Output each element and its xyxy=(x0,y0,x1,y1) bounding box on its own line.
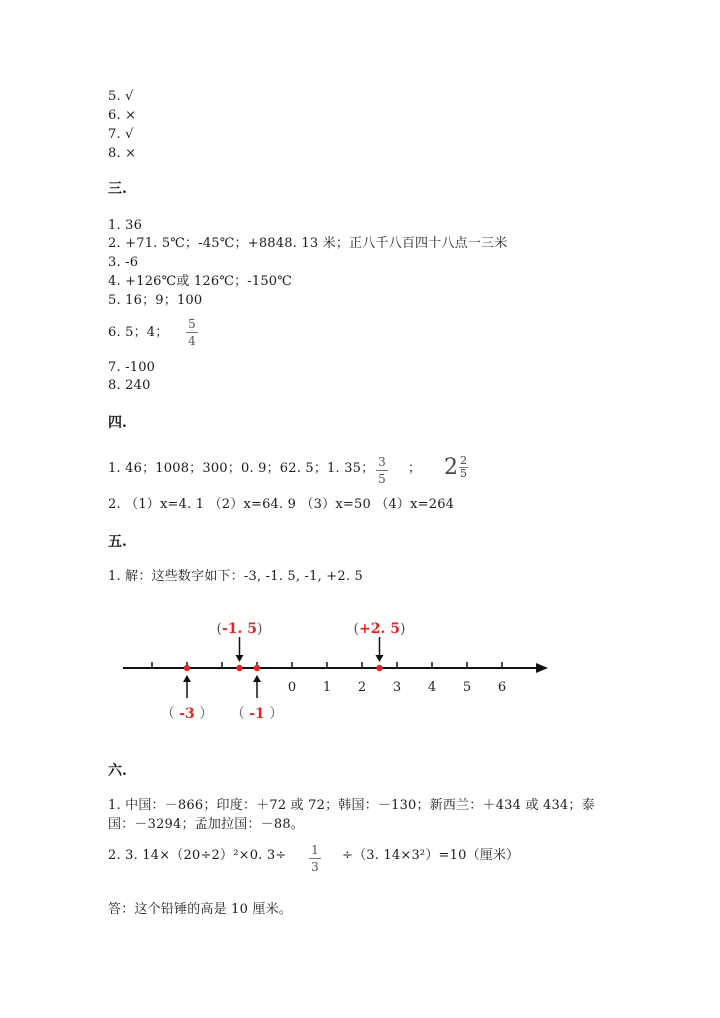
answer-item: 1. 解：这些数字如下：-3, -1. 5, -1, +2. 5 xyxy=(108,569,363,584)
fraction xyxy=(376,455,388,486)
answer-item: 8. × xyxy=(108,146,137,161)
fraction-bar xyxy=(309,858,321,859)
arrow-head xyxy=(236,655,244,662)
point-marker xyxy=(236,665,242,671)
answer-item-continued: 国：－3294；孟加拉国：－88。 xyxy=(108,817,305,832)
fraction xyxy=(309,843,321,874)
point-marker xyxy=(254,665,260,671)
point-label: （ -1 ） xyxy=(230,706,284,722)
answer-item: 7. -100 xyxy=(108,360,156,375)
fraction-numerator: 3 xyxy=(378,455,386,469)
fraction xyxy=(186,317,198,348)
answer-item: 1. 36 xyxy=(108,218,143,233)
fraction-bar xyxy=(186,332,198,333)
answer-item-continued: ÷（3. 14×3²）=10（厘米） xyxy=(342,848,520,863)
point-label: (-1. 5) xyxy=(216,621,263,637)
tick-label: 1 xyxy=(322,680,332,695)
fraction-bar xyxy=(376,470,388,471)
mixed-whole: 2 xyxy=(444,454,458,480)
point-marker xyxy=(376,665,382,671)
answer-item: 1. 中国：－866；印度：＋72 或 72；韩国：－130；新西兰：＋434 或 434；泰 xyxy=(108,798,595,813)
answer-item: 4. +126℃或 126℃；-150℃ xyxy=(108,274,293,289)
answer-item: 6. × xyxy=(108,108,137,123)
answer-item: 2. 3. 14×（20÷2）²×0. 3÷ xyxy=(108,848,287,863)
fraction-denominator: 4 xyxy=(188,334,196,348)
axis-arrow-icon xyxy=(536,663,548,673)
fraction-numerator: 2 xyxy=(460,454,467,467)
section-heading-3: 三. xyxy=(108,181,127,197)
tick-label: 4 xyxy=(427,680,437,695)
tick-label: 0 xyxy=(287,680,297,695)
arrow-head xyxy=(253,675,261,682)
tick-label: 5 xyxy=(462,680,472,695)
answer-item: 7. √ xyxy=(108,127,134,142)
answer-item: 6. 5；4； xyxy=(108,325,169,340)
point-label: (+2. 5) xyxy=(353,621,406,637)
arrow-head xyxy=(376,655,384,662)
section-heading-6: 六. xyxy=(108,763,127,779)
arrow-head xyxy=(183,675,191,682)
fraction-denominator: 5 xyxy=(378,472,386,486)
answer-item: 5. √ xyxy=(108,89,134,104)
number-line xyxy=(115,615,565,725)
fraction-numerator: 5 xyxy=(188,317,196,331)
fraction-denominator: 5 xyxy=(460,467,467,480)
answer-sentence: 答：这个铅锤的高是 10 厘米。 xyxy=(108,902,293,917)
tick-label: 3 xyxy=(392,680,402,695)
mixed-number xyxy=(444,455,468,480)
tick-label: 2 xyxy=(357,680,367,695)
section-heading-4: 四. xyxy=(108,415,127,431)
tick-label: 6 xyxy=(497,680,507,695)
answer-item: 3. -6 xyxy=(108,255,139,270)
answer-item: 8. 240 xyxy=(108,378,151,393)
answer-item: 5. 16；9；100 xyxy=(108,293,203,308)
section-heading-5: 五. xyxy=(108,534,127,550)
fraction-denominator: 3 xyxy=(311,860,319,874)
answer-item: 1. 46；1008；300；0. 9；62. 5；1. 35； xyxy=(108,461,375,476)
fraction-numerator: 1 xyxy=(311,843,319,857)
point-label: （ -3 ） xyxy=(160,706,214,722)
answer-item: 2. +71. 5℃；-45℃；+8848. 13 米；正八千八百四十八点一三米 xyxy=(108,236,508,251)
point-marker xyxy=(184,665,190,671)
answer-item: 2. （1）x=4. 1 （2）x=64. 9 （3）x=50 （4）x=264 xyxy=(108,497,455,512)
separator: ； xyxy=(408,461,422,476)
mixed-fraction xyxy=(459,455,468,480)
